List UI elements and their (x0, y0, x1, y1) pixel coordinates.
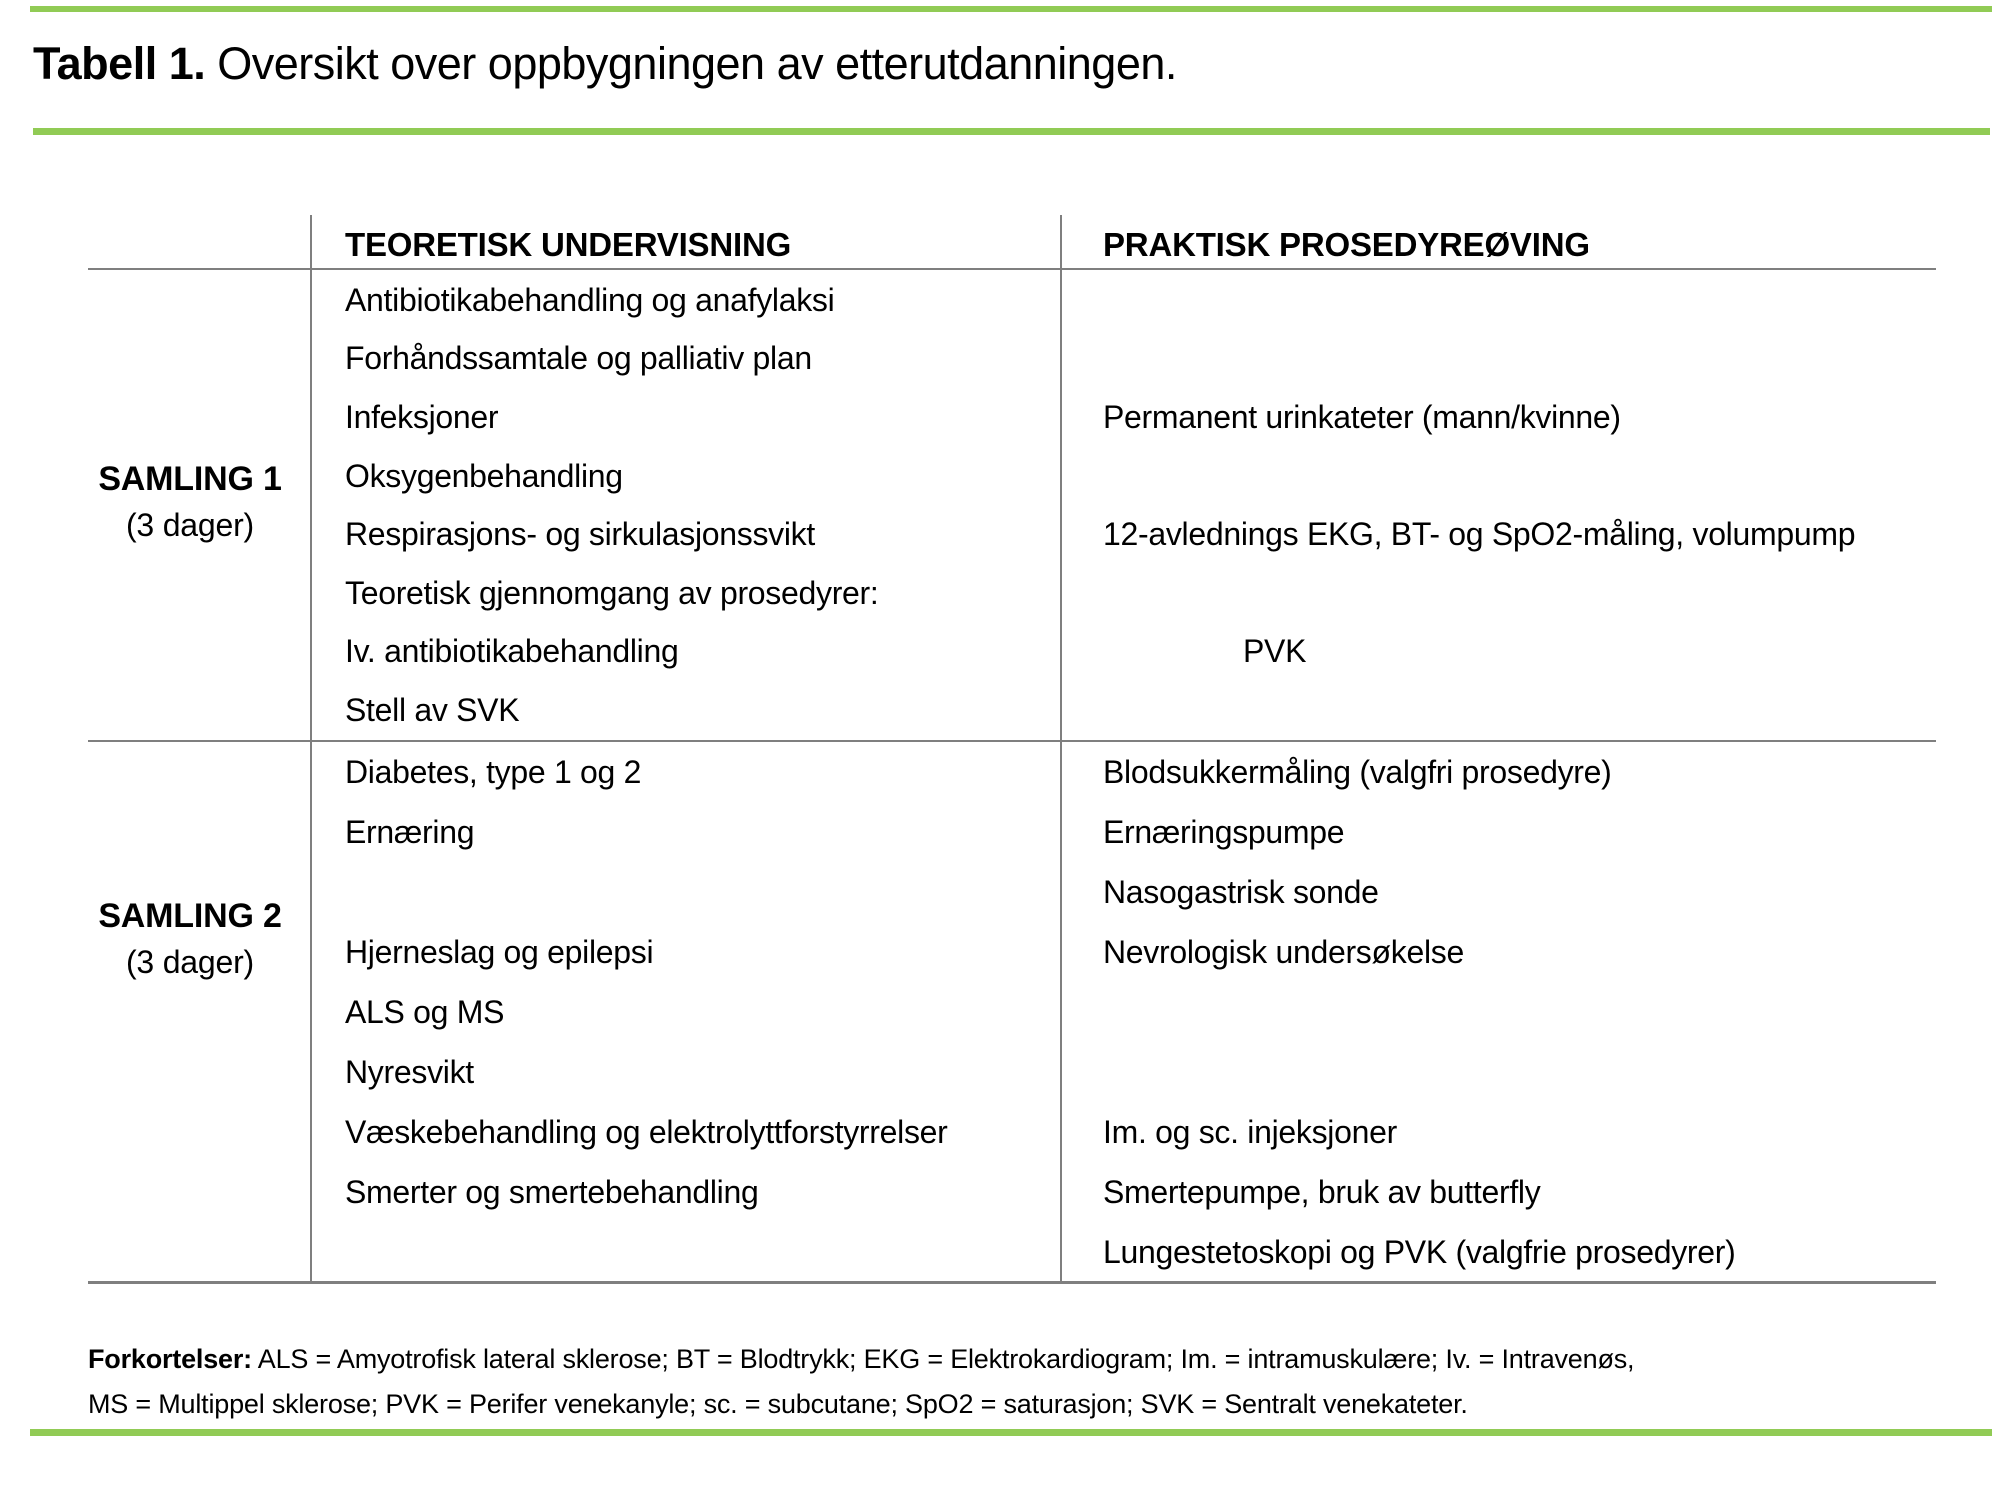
cell-teoretisk: ALS og MS (345, 993, 505, 1030)
samling-2-title: SAMLING 2 (98, 897, 282, 935)
table-row (310, 271, 1935, 330)
cell-teoretisk: Respirasjons- og sirkulasjonssvikt (345, 516, 815, 553)
bottom-accent-rule (30, 1429, 1992, 1436)
cell-praktisk: Im. og sc. injeksjoner (1103, 1113, 1397, 1150)
row-label-samling-2 (70, 893, 310, 985)
table-row (310, 1222, 1935, 1282)
table-row (310, 742, 1935, 802)
figure-title (33, 38, 1177, 90)
footnote-label: Forkortelser: (88, 1344, 252, 1374)
cell-teoretisk: Væskebehandling og elektrolyttforstyrrelser (345, 1113, 948, 1150)
cell-teoretisk: Iv. antibiotikabehandling (345, 633, 679, 670)
samling-1-title: SAMLING 1 (98, 460, 282, 498)
footnote-line-1-text: ALS = Amyotrofisk lateral sklerose; BT = Blodtrykk; EKG = Elektrokardiogram; Im. = intramuskulære; Iv. = Intravenøs, (251, 1344, 1635, 1374)
cell-teoretisk: Nyresvikt (345, 1053, 474, 1090)
samling-1-rows (310, 271, 1935, 740)
cell-teoretisk: Oksygenbehandling (345, 457, 623, 494)
figure-title-text: Oversikt over oppbygningen av etterutdanningen. (205, 38, 1177, 89)
cell-praktisk: Nasogastrisk sonde (1103, 873, 1379, 910)
table-row (310, 564, 1935, 623)
title-accent-rule (33, 128, 1990, 135)
top-accent-rule (30, 6, 1992, 12)
cell-praktisk: Blodsukkermåling (valgfri prosedyre) (1103, 753, 1612, 790)
cell-teoretisk: Hjerneslag og epilepsi (345, 933, 654, 970)
column-header-praktisk: PRAKTISK PROSEDYREØVING (1103, 226, 1590, 263)
cell-teoretisk: Forhåndssamtale og palliativ plan (345, 340, 812, 377)
table-row (310, 982, 1935, 1042)
cell-teoretisk: Infeksjoner (345, 398, 499, 435)
samling-1-duration: (3 dager) (125, 507, 255, 543)
cell-teoretisk: Ernæring (345, 813, 475, 850)
table-row (310, 1042, 1935, 1102)
table-row (310, 388, 1935, 447)
cell-praktisk: Permanent urinkateter (mann/kvinne) (1103, 398, 1621, 435)
cell-teoretisk: Diabetes, type 1 og 2 (345, 753, 642, 790)
footnote-line-2: MS = Multippel sklerose; PVK = Perifer venekanyle; sc. = subcutane; SpO2 = saturasjon; SVK = Sentralt venekateter. (88, 1389, 1468, 1419)
cell-teoretisk: Stell av SVK (345, 691, 520, 728)
table-row (310, 447, 1935, 506)
column-header-teoretisk: TEORETISK UNDERVISNING (345, 226, 792, 263)
row-label-samling-1 (70, 456, 310, 548)
header-rule (88, 268, 1936, 270)
table-row (310, 681, 1935, 740)
table-row (310, 505, 1935, 564)
table-row (310, 802, 1935, 862)
cell-praktisk: Lungestetoskopi og PVK (valgfrie prosedyrer) (1103, 1233, 1736, 1270)
cell-teoretisk: Teoretisk gjennomgang av prosedyrer: (345, 574, 879, 611)
cell-praktisk: Smertepumpe, bruk av butterfly (1103, 1173, 1541, 1210)
table-row (310, 623, 1935, 682)
samling-2-rows (310, 742, 1935, 1282)
table-row (310, 862, 1935, 922)
cell-teoretisk: Smerter og smertebehandling (345, 1173, 759, 1210)
table-row (310, 1102, 1935, 1162)
cell-praktisk: Ernæringspumpe (1103, 813, 1345, 850)
samling-2-duration: (3 dager) (125, 944, 255, 980)
figure-title-number: Tabell 1. (33, 38, 206, 89)
cell-praktisk: Nevrologisk undersøkelse (1103, 933, 1464, 970)
footnote-line-1 (88, 1337, 1938, 1382)
cell-praktisk: 12-avlednings EKG, BT- og SpO2-måling, volumpump (1103, 516, 1856, 553)
table-row (310, 330, 1935, 389)
cell-teoretisk: Antibiotikabehandling og anafylaksi (345, 281, 835, 318)
cell-praktisk: PVK (1243, 633, 1307, 670)
table-row (310, 1162, 1935, 1222)
footnote (88, 1337, 1938, 1427)
table-row (310, 922, 1935, 982)
